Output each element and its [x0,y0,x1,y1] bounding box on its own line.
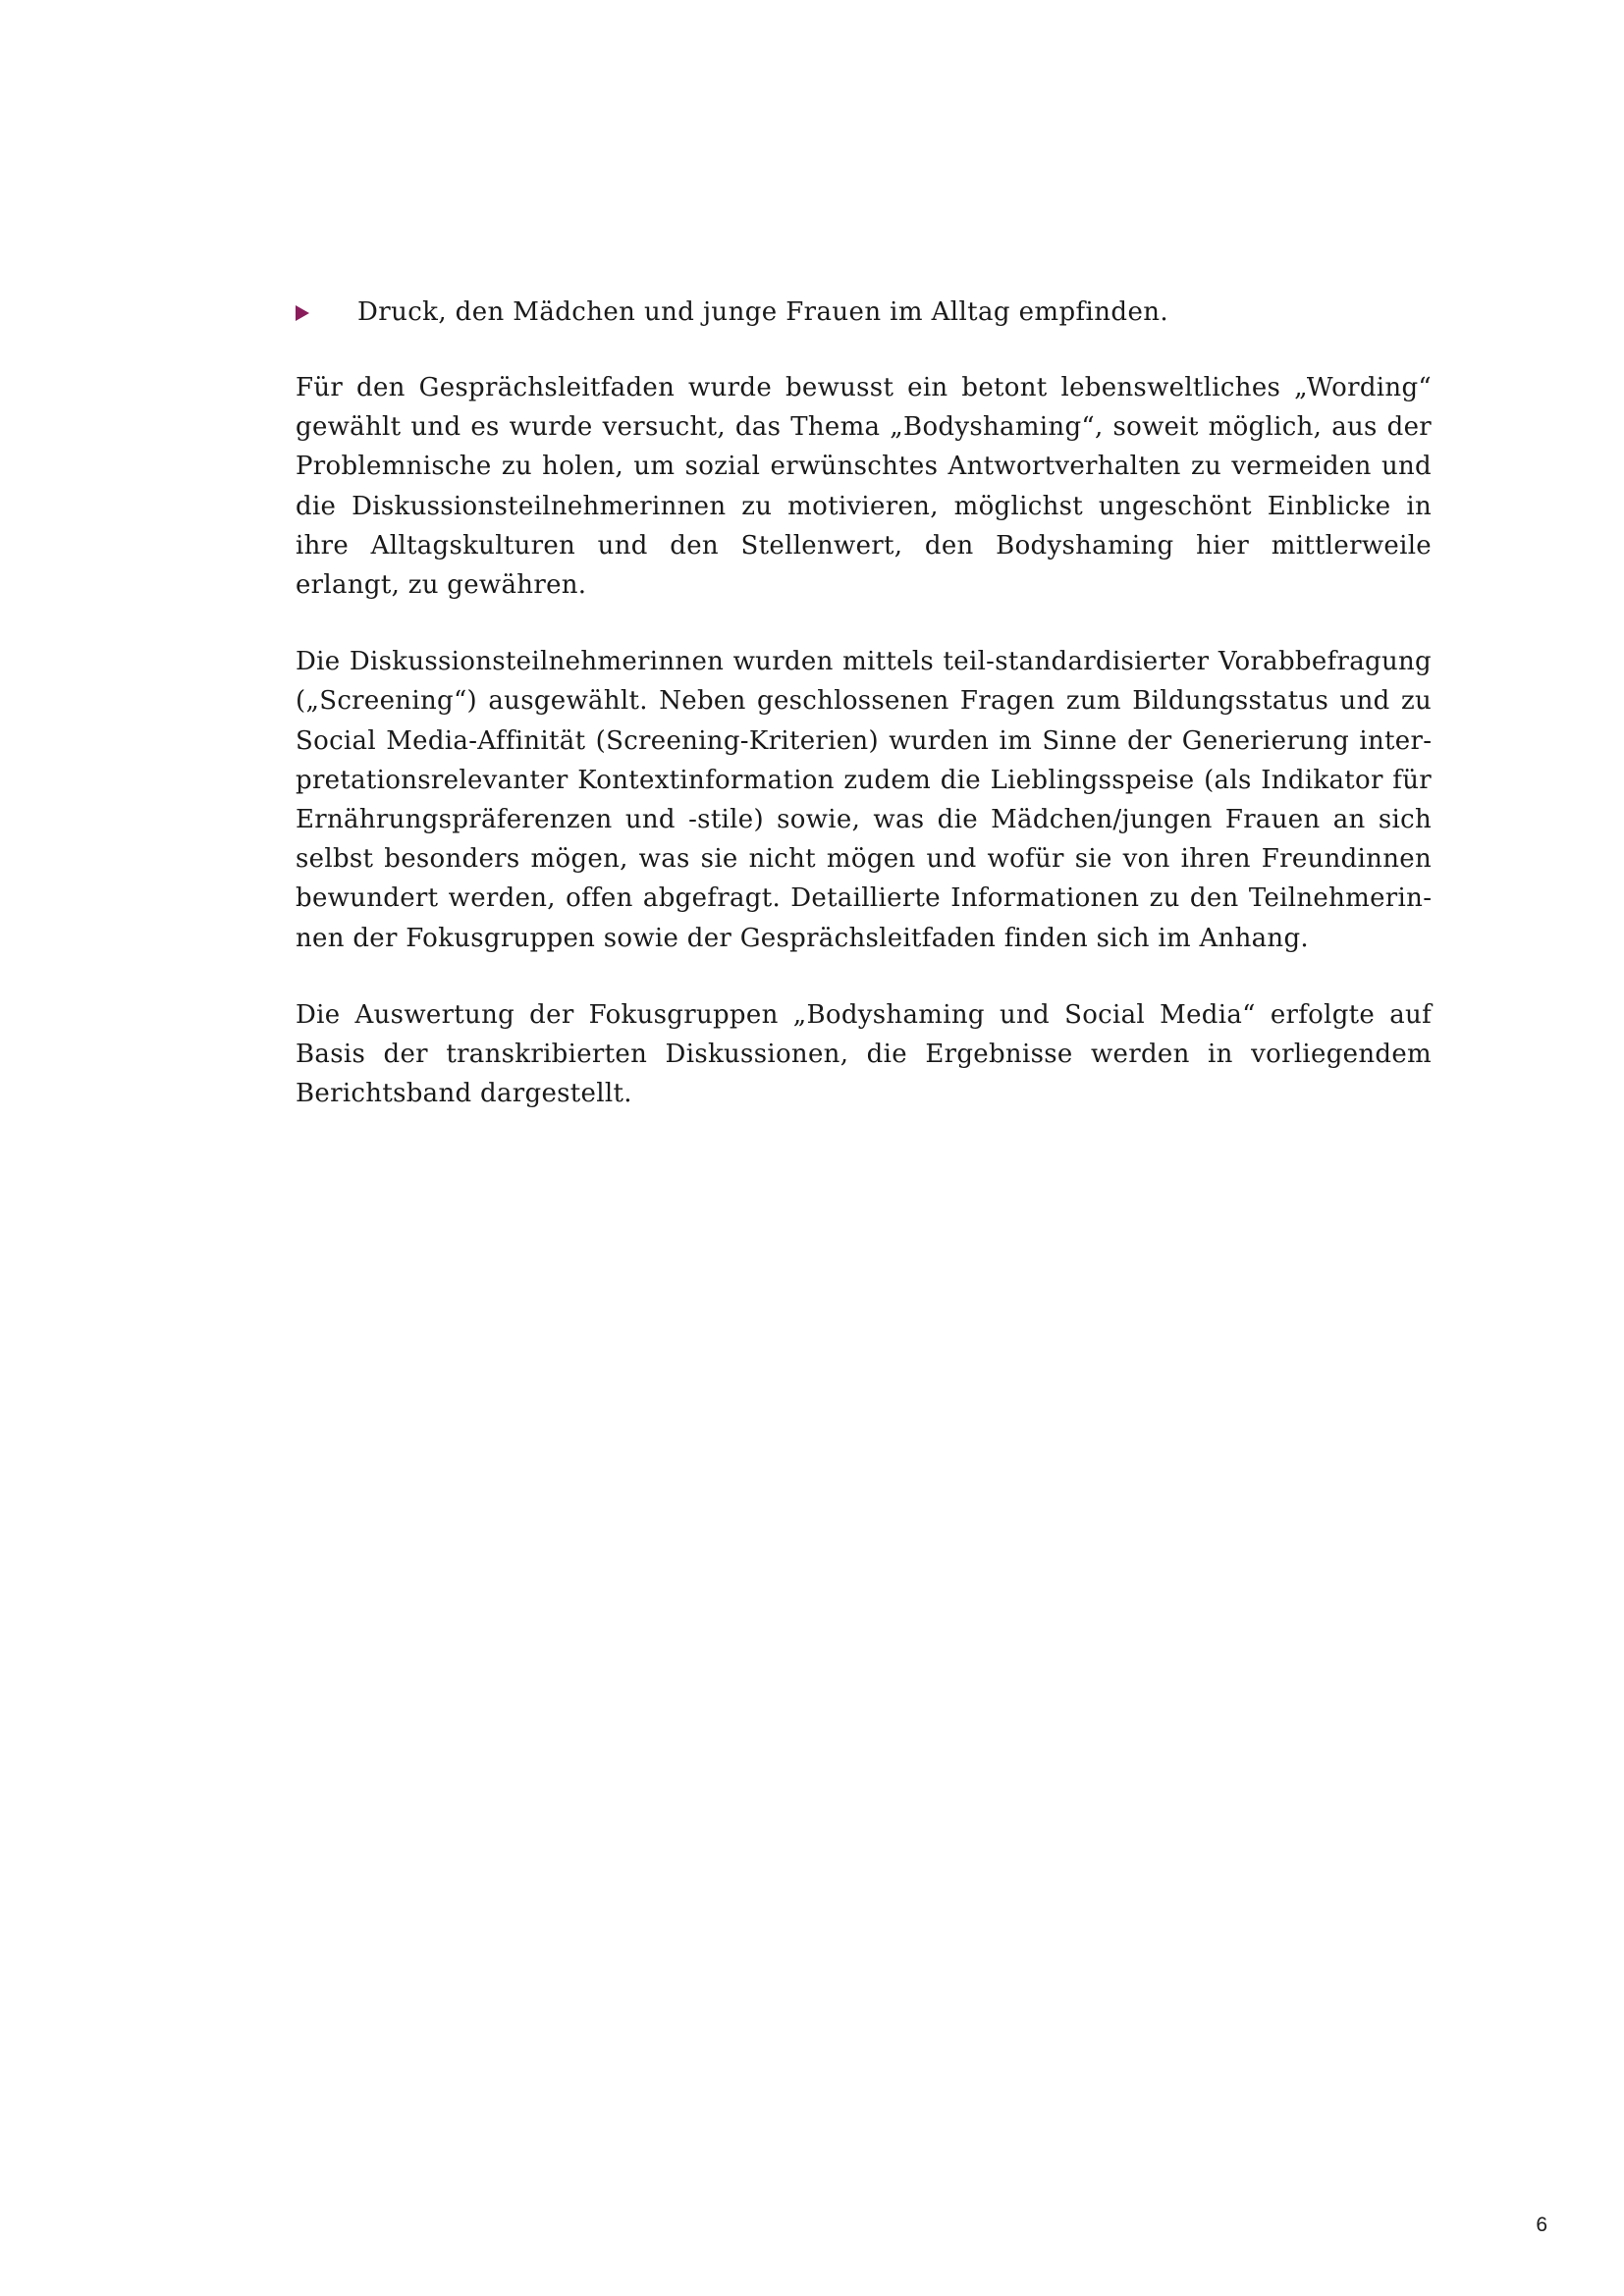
bullet-text: Druck, den Mädchen und junge Frauen im Alltag empfinden. [357,297,1169,327]
page-number: 6 [1536,2214,1547,2236]
triangle-right-icon [296,305,309,321]
paragraph-screening: Die Diskussionsteilnehmerinnen wurden mittels teil-standardisierter Vorabbefragung („Screening“) ausgewählt. Neben geschlossenen Fragen zum Bildungsstatus und zu Social Media-Affinität (Screening-Kriterien) wurden im Sinne der Generierung interpretationsrelevanter Kontextinformation zudem die Lieblingsspeise (als Indikator für Ernährungspräferenzen und -stile) sowie, was die Mädchen/jungen Frauen an sich selbst besonders mögen, was sie nicht mögen und wofür sie von ihren Freundinnen bewundert werden, offen abgefragt. Detaillierte Informationen zu den Teilnehmerinnen der Fokusgruppen sowie der Gesprächsleitfaden finden sich im Anhang. [296,647,1432,953]
paragraph-auswertung: Die Auswertung der Fokusgruppen „Bodyshaming und Social Media“ erfolgte auf Basis der transkribierten Diskussionen, die Ergebnisse werden in vorliegendem Berichtsband dargestellt. [296,999,1432,1109]
document-body [296,293,1432,1150]
list-item [296,293,1432,332]
paragraph-wording: Für den Gesprächsleitfaden wurde bewusst ein betont lebensweltliches „Wording“ gewählt und es wurde versucht, das Thema „Bodyshaming“, soweit möglich, aus der Problemnische zu holen, um sozial erwünschtes Antwortverhalten zu vermeiden und die Diskussionsteilnehmerinnen zu motivieren, möglichst ungeschönt Einblicke in ihre Alltagskulturen und den Stellenwert, den Bodyshaming hier mittlerweile erlangt, zu gewähren. [296,373,1432,601]
bullet-list [296,293,1432,332]
